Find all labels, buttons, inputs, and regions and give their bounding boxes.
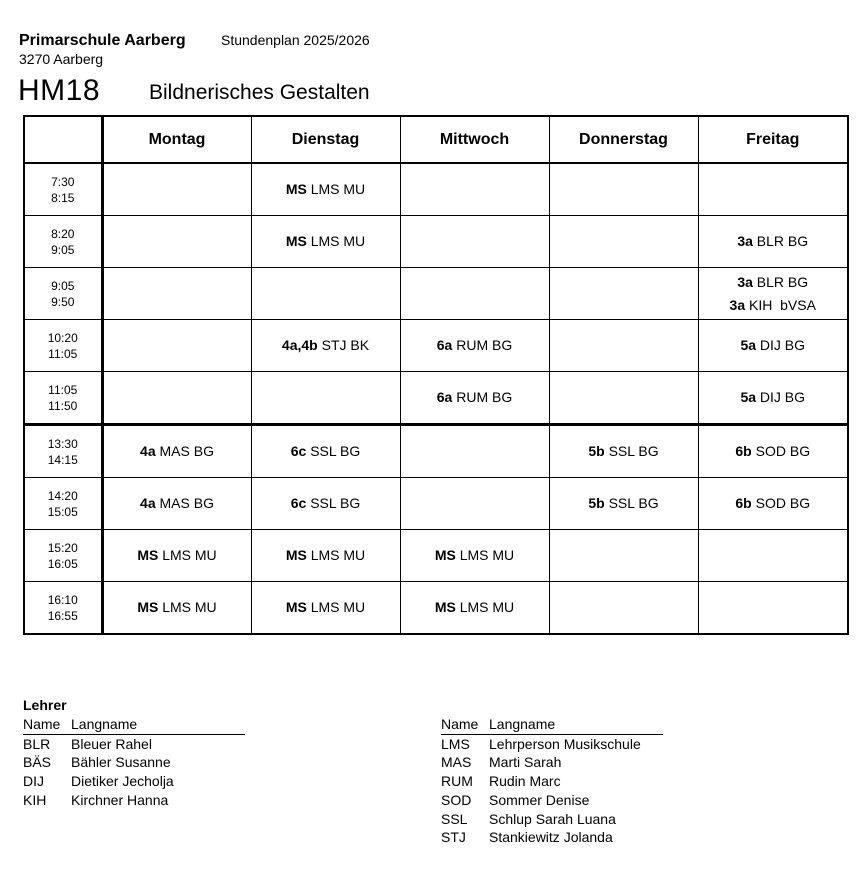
teacher-subject: SSL BG [608, 495, 659, 511]
lesson-entry [252, 544, 400, 567]
time-start: 15:20 [47, 540, 78, 555]
teacher-subject: SSL BG [608, 443, 659, 459]
day-header-mittwoch: Mittwoch [400, 116, 549, 163]
time-slot [24, 582, 102, 635]
teacher-subject: STJ BK [321, 337, 370, 353]
lesson-cell [698, 425, 848, 478]
time-start: 7:30 [51, 174, 75, 189]
teacher-abbr: BÄS [23, 754, 52, 771]
lesson-entry [252, 492, 400, 515]
time-slot [24, 268, 102, 320]
timetable-row [24, 582, 848, 635]
timetable [23, 115, 849, 635]
lesson-cell [102, 163, 251, 216]
lesson-entry [104, 492, 251, 515]
teacher-subject: DIJ BG [759, 389, 806, 405]
lesson-cell [102, 530, 251, 582]
lesson-cell [549, 530, 698, 582]
class-code: 6c [290, 443, 307, 459]
legend-row [441, 735, 663, 754]
timetable-row [24, 372, 848, 425]
lesson-entry [550, 440, 698, 463]
lesson-cell [549, 216, 698, 268]
teacher-subject: BLR BG [756, 273, 809, 290]
teacher-legend-left [23, 715, 245, 810]
lesson-cell [400, 163, 549, 216]
class-code: MS [137, 599, 159, 615]
lesson-entry [550, 492, 698, 515]
legend-title: Lehrer [23, 697, 67, 713]
lesson-entry [252, 178, 400, 201]
class-code: 4a,4b [281, 337, 318, 353]
class-code: 6c [290, 495, 307, 511]
teacher-abbr: SOD [441, 791, 472, 808]
lesson-cell [251, 478, 400, 530]
class-code: 6a [436, 337, 453, 353]
teacher-subject: LMS MU [459, 547, 515, 563]
legend-row [23, 772, 245, 791]
time-slot [24, 425, 102, 478]
lesson-cell [400, 478, 549, 530]
time-end: 16:55 [47, 608, 78, 623]
teacher-name: Lehrperson Musikschule [489, 735, 641, 752]
lesson-entry [699, 334, 848, 357]
time-start: 11:05 [48, 382, 78, 397]
lesson-cell [102, 425, 251, 478]
school-place: 3270 Aarberg [19, 51, 104, 67]
time-slot [24, 163, 102, 216]
teacher-abbr: LMS [441, 735, 470, 752]
timetable-row [24, 216, 848, 268]
legend-col-long: Langname [71, 716, 138, 732]
lesson-cell [251, 530, 400, 582]
class-code: 5a [740, 389, 757, 405]
legend-row [441, 772, 663, 791]
lesson-entry [252, 440, 400, 463]
lesson-cell [549, 372, 698, 425]
teacher-abbr: KIH [23, 791, 47, 808]
time-start: 9:05 [51, 278, 75, 293]
teacher-abbr: MAS [441, 754, 472, 771]
class-code: MS [285, 547, 307, 563]
legend-col-long: Langname [489, 716, 556, 732]
lesson-entry [699, 492, 848, 515]
legend-row [23, 735, 245, 754]
lesson-cell [102, 582, 251, 635]
lesson-cell [251, 582, 400, 635]
lesson-entry [699, 386, 848, 409]
time-end: 11:05 [48, 346, 78, 361]
day-header-donnerstag: Donnerstag [549, 116, 698, 163]
lesson-entry [104, 596, 251, 619]
timetable-row [24, 320, 848, 372]
class-code: 5a [740, 337, 757, 353]
teacher-subject: KIH bVSA [749, 296, 816, 313]
time-slot [24, 372, 102, 425]
teacher-name: Kirchner Hanna [71, 791, 169, 808]
teacher-name: Schlup Sarah Luana [489, 810, 616, 827]
teacher-abbr: DIJ [23, 773, 44, 790]
teacher-name: Marti Sarah [489, 754, 562, 771]
class-code: 5b [588, 443, 605, 459]
lesson-cell [400, 320, 549, 372]
lesson-entry [252, 230, 400, 253]
class-code: 4a [140, 495, 156, 511]
lesson-cell [549, 425, 698, 478]
class-code: 6b [735, 495, 752, 511]
teacher-subject: LMS MU [162, 547, 217, 563]
school-name: Primarschule Aarberg [19, 32, 186, 49]
teacher-abbr: SSL [441, 810, 468, 827]
lesson-entry [252, 596, 400, 619]
class-code: 5b [588, 495, 605, 511]
teacher-subject: SSL BG [310, 495, 361, 511]
lesson-cell [549, 268, 698, 320]
time-slot [24, 320, 102, 372]
timetable-row [24, 425, 848, 478]
teacher-abbr: RUM [441, 773, 473, 790]
legend-row [441, 791, 663, 810]
day-header-freitag: Freitag [698, 116, 848, 163]
teacher-subject: MAS BG [159, 443, 214, 459]
class-code: 4a [140, 443, 156, 459]
teacher-subject: LMS MU [310, 547, 366, 563]
lesson-cell [698, 530, 848, 582]
class-code: 6a [436, 389, 453, 405]
lesson-cell [251, 425, 400, 478]
teacher-name: Sommer Denise [489, 791, 590, 808]
timetable-row [24, 478, 848, 530]
plan-title: Stundenplan 2025/2026 [221, 32, 370, 48]
time-slot [24, 478, 102, 530]
lesson-cell [549, 582, 698, 635]
teacher-subject: LMS MU [162, 599, 217, 615]
legend-row [23, 791, 245, 810]
teacher-abbr: STJ [441, 829, 466, 846]
legend-row [441, 810, 663, 829]
lesson-cell [549, 320, 698, 372]
lesson-cell [400, 582, 549, 635]
lesson-cell [400, 425, 549, 478]
lesson-entry [401, 596, 549, 619]
timetable-header-row [24, 116, 848, 163]
teacher-subject: SOD BG [755, 495, 811, 511]
timetable-body [24, 163, 848, 634]
lesson-cell [549, 163, 698, 216]
lesson-entry [104, 440, 251, 463]
lesson-entry [699, 230, 848, 253]
timetable-row [24, 530, 848, 582]
time-end: 15:05 [47, 504, 78, 519]
class-code: 3a [737, 273, 753, 290]
lesson-cell [698, 478, 848, 530]
class-code: MS [137, 547, 159, 563]
class-code: MS [285, 599, 307, 615]
time-start: 13:30 [47, 436, 78, 451]
time-end: 8:15 [51, 190, 75, 205]
teacher-subject: RUM BG [456, 337, 513, 353]
time-start: 10:20 [47, 330, 78, 345]
time-start: 14:20 [47, 488, 78, 503]
teacher-name: Bleuer Rahel [71, 735, 152, 752]
teacher-subject: LMS MU [310, 181, 366, 197]
teacher-subject: DIJ BG [759, 337, 806, 353]
lesson-entry [699, 294, 848, 317]
teacher-subject: BLR BG [756, 233, 809, 249]
class-code: MS [285, 233, 307, 249]
lesson-entry [401, 544, 549, 567]
lesson-entry [104, 544, 251, 567]
day-header-montag: Montag [102, 116, 251, 163]
legend-header [441, 715, 663, 735]
lesson-cell [102, 216, 251, 268]
teacher-subject: LMS MU [310, 599, 366, 615]
subject-title: Bildnerisches Gestalten [149, 81, 370, 104]
time-end: 9:05 [51, 242, 75, 257]
lesson-cell [698, 163, 848, 216]
teacher-subject: RUM BG [456, 389, 513, 405]
legend-col-name: Name [23, 716, 61, 732]
lesson-entry [699, 271, 848, 294]
lesson-cell [698, 372, 848, 425]
time-end: 9:50 [51, 294, 75, 309]
legend-col-name: Name [441, 716, 479, 732]
lesson-cell [102, 320, 251, 372]
timetable-row [24, 268, 848, 320]
lesson-cell [698, 268, 848, 320]
lesson-entry [401, 334, 549, 357]
legend-row [23, 753, 245, 772]
teacher-abbr: BLR [23, 735, 51, 752]
teacher-name: Rudin Marc [489, 773, 561, 790]
time-end: 16:05 [47, 556, 78, 571]
lesson-cell [102, 372, 251, 425]
legend-header [23, 715, 245, 735]
class-code: 3a [729, 296, 746, 313]
teacher-legend-right [441, 715, 663, 847]
lesson-cell [400, 268, 549, 320]
lesson-cell [400, 216, 549, 268]
class-code: MS [285, 181, 307, 197]
teacher-name: Bähler Susanne [71, 754, 171, 771]
lesson-entry [401, 386, 549, 409]
class-code: MS [434, 599, 456, 615]
teacher-subject: LMS MU [459, 599, 515, 615]
lesson-cell [698, 216, 848, 268]
lesson-cell [698, 582, 848, 635]
teacher-name: Stankiewitz Jolanda [489, 829, 613, 846]
lesson-cell [251, 163, 400, 216]
class-code: 3a [737, 233, 753, 249]
time-end: 14:15 [47, 452, 78, 467]
lesson-cell [400, 372, 549, 425]
time-end: 11:50 [48, 398, 78, 413]
teacher-name: Dietiker Jecholja [71, 773, 174, 790]
time-slot [24, 216, 102, 268]
lesson-cell [102, 268, 251, 320]
teacher-subject: LMS MU [310, 233, 366, 249]
time-slot [24, 530, 102, 582]
class-code: MS [434, 547, 456, 563]
time-start: 16:10 [47, 592, 78, 607]
time-start: 8:20 [51, 226, 75, 241]
lesson-cell [698, 320, 848, 372]
teacher-subject: MAS BG [159, 495, 214, 511]
teacher-subject: SSL BG [310, 443, 361, 459]
class-code: 6b [735, 443, 752, 459]
lesson-cell [251, 320, 400, 372]
lesson-cell [549, 478, 698, 530]
teacher-subject: SOD BG [755, 443, 811, 459]
room-code: HM18 [18, 74, 101, 107]
lesson-entry [699, 440, 848, 463]
day-header-dienstag: Dienstag [251, 116, 400, 163]
time-column-header [24, 116, 102, 163]
lesson-cell [251, 268, 400, 320]
legend-row [441, 828, 663, 847]
lesson-cell [251, 216, 400, 268]
lesson-cell [102, 478, 251, 530]
lesson-cell [251, 372, 400, 425]
lesson-cell [400, 530, 549, 582]
legend-row [441, 753, 663, 772]
lesson-entry [252, 334, 400, 357]
timetable-row [24, 163, 848, 216]
